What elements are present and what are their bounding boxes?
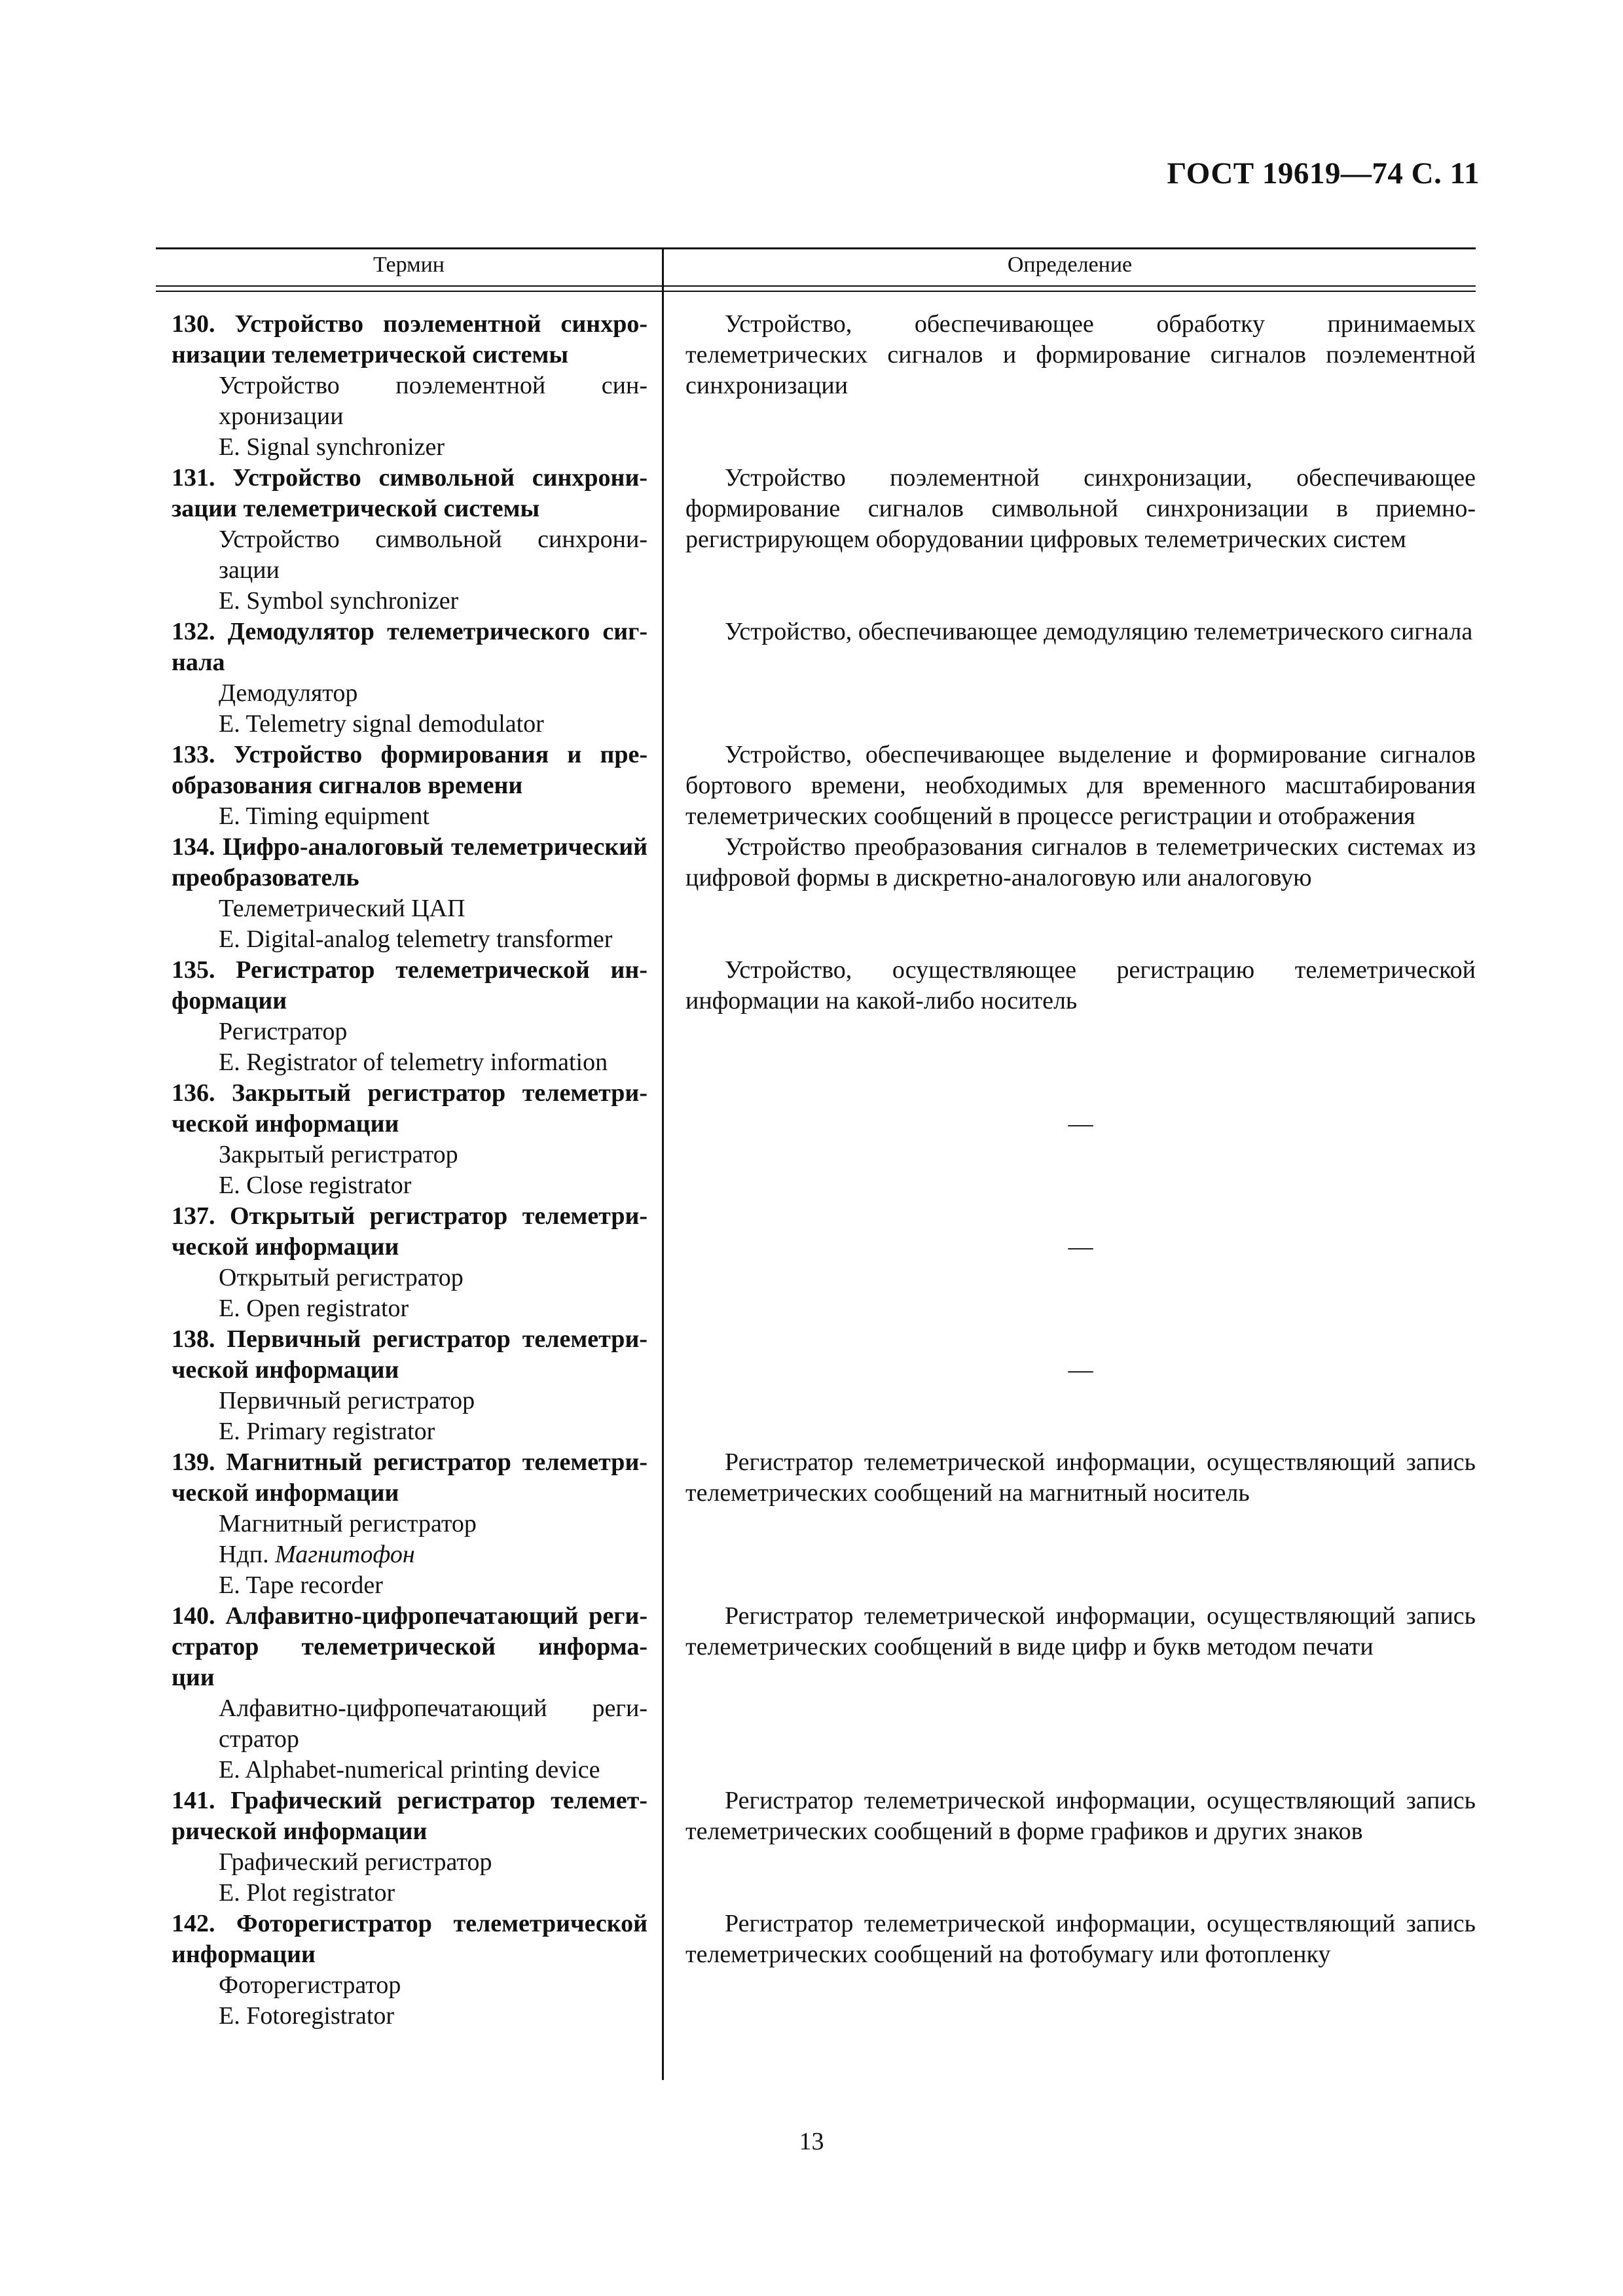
term-line: формации	[172, 987, 287, 1014]
table-row	[156, 740, 1476, 832]
column-header-definition: Определение	[1007, 253, 1133, 277]
term-cell	[156, 1909, 662, 2032]
table-top-rule	[156, 247, 1476, 249]
synonym-line: Фоторегистратор	[219, 1971, 401, 1999]
definition-text: —	[1068, 1233, 1093, 1261]
definition-text: Регистратор телеметрической информации, осуществляющий запись телеметрических сообщений на фотобумагу или фотопленку	[685, 1910, 1476, 1968]
table-row	[156, 955, 1476, 1078]
definition-cell	[662, 1324, 1476, 1447]
synonym-line: Алфавитно-цифропечатающий реги-	[219, 1695, 647, 1722]
term-line: зации телеметрической системы	[172, 495, 540, 522]
definition-cell	[662, 1601, 1476, 1785]
term-cell	[156, 309, 662, 463]
term-line: 141. Графический регистратор телемет-	[172, 1787, 647, 1814]
table-row	[156, 1324, 1476, 1447]
term-line: информации	[172, 1941, 316, 1968]
term-cell	[156, 617, 662, 740]
definition-text: Регистратор телеметрической информации, осуществляющий запись телеметрических сообщений на магнитный носитель	[685, 1448, 1476, 1507]
synonym-line: Телеметрический ЦАП	[219, 895, 465, 922]
table-row	[156, 463, 1476, 617]
term-line: ческой информации	[172, 1233, 399, 1261]
term-line: ческой информации	[172, 1356, 399, 1384]
table-row	[156, 1909, 1476, 2032]
synonym-line: Открытый регистратор	[219, 1264, 464, 1291]
term-cell	[156, 463, 662, 617]
deprecated-prefix: Ндп.	[219, 1541, 269, 1568]
synonym-line: Регистратор	[219, 1018, 348, 1045]
definition-cell	[662, 1447, 1476, 1601]
definition-cell	[662, 463, 1476, 617]
header-rule	[156, 285, 1476, 287]
header-rule-double	[156, 291, 1476, 292]
page-number: 13	[799, 2128, 824, 2155]
table-row	[156, 1078, 1476, 1201]
english-equivalent: E. Telemetry signal demodulator	[219, 710, 544, 738]
term-line: рической информации	[172, 1818, 428, 1845]
english-equivalent: E. Timing equipment	[219, 802, 429, 830]
synonym-line: Закрытый регистратор	[219, 1141, 458, 1168]
english-equivalent: E. Alphabet-numerical printing device	[219, 1756, 600, 1784]
synonym-line: Устройство поэлементной син-	[219, 372, 647, 399]
terms-table	[156, 247, 1476, 2080]
term-line: 135. Регистратор телеметрической ин-	[172, 956, 647, 984]
table-row	[156, 1447, 1476, 1601]
table-row	[156, 1601, 1476, 1785]
definition-cell	[662, 309, 1476, 463]
table-row	[156, 1201, 1476, 1324]
table-row	[156, 309, 1476, 463]
definition-text: —	[1068, 1356, 1093, 1384]
definition-cell	[662, 1201, 1476, 1324]
definition-text: —	[1068, 1110, 1093, 1138]
term-cell	[156, 1785, 662, 1909]
english-equivalent: E. Plot registrator	[219, 1879, 395, 1907]
term-line: преобразователь	[172, 864, 359, 891]
definition-cell	[662, 1078, 1476, 1201]
english-equivalent: E. Open registrator	[219, 1295, 409, 1322]
term-line: ческой информации	[172, 1479, 399, 1507]
term-cell	[156, 1078, 662, 1201]
term-line: 140. Алфавитно-цифропечатающий реги-	[172, 1602, 647, 1630]
definition-text: Устройство преобразования сигналов в телеметрических системах из цифровой формы в дискретно-аналоговую или аналоговую	[685, 833, 1476, 891]
english-equivalent: E. Registrator of telemetry information	[219, 1049, 608, 1076]
english-equivalent: E. Fotoregistrator	[219, 2002, 395, 2030]
definition-cell	[662, 1909, 1476, 2032]
table-row	[156, 832, 1476, 955]
english-equivalent: E. Symbol synchronizer	[219, 587, 459, 615]
term-line: 130. Устройство поэлементной синхро-	[172, 310, 647, 338]
entries-list	[156, 309, 1476, 2032]
term-line: ческой информации	[172, 1110, 399, 1138]
term-cell	[156, 740, 662, 832]
term-cell	[156, 955, 662, 1078]
synonym-line: стратор	[219, 1725, 299, 1753]
term-line: 131. Устройство символьной синхрони-	[172, 464, 647, 492]
column-header-term: Термин	[373, 253, 445, 277]
definition-cell	[662, 955, 1476, 1078]
definition-text: Устройство, обеспечивающее выделение и формирование сигналов бортового времени, необходимых для временного масштабирования телеметрических сообщений в процессе регистрации и отображения	[685, 741, 1476, 830]
term-line: 139. Магнитный регистратор телеметри-	[172, 1448, 647, 1476]
deprecated-term	[172, 1539, 647, 1570]
synonym-line: Магнитный регистратор	[219, 1510, 477, 1537]
term-line: ции	[172, 1664, 215, 1691]
definition-text: Устройство, обеспечивающее обработку принимаемых телеметрических сигналов и формирование сигналов поэлементной синхронизации	[685, 310, 1476, 399]
term-line: 142. Фоторегистратор телеметрической	[172, 1910, 647, 1937]
term-line: 134. Цифро-аналоговый телеметрический	[172, 833, 647, 861]
term-cell	[156, 1324, 662, 1447]
synonym-line: Первичный регистратор	[219, 1387, 475, 1414]
synonym-line: Графический регистратор	[219, 1848, 492, 1876]
page-header: ГОСТ 19619—74 С. 11	[1167, 156, 1480, 190]
definition-cell	[662, 832, 1476, 955]
term-line: 132. Демодулятор телеметрического сиг-	[172, 618, 647, 645]
table-row	[156, 617, 1476, 740]
definition-cell	[662, 1785, 1476, 1909]
definition-cell	[662, 740, 1476, 832]
synonym-line: хронизации	[219, 403, 344, 430]
definition-text: Регистратор телеметрической информации, осуществляющий запись телеметрических сообщений в форме графиков и других знаков	[685, 1787, 1476, 1845]
synonym-line: зации	[219, 556, 280, 584]
term-line: стратор телеметрической информа-	[172, 1633, 647, 1660]
term-line: 138. Первичный регистратор телеметри-	[172, 1325, 647, 1353]
definition-cell	[662, 617, 1476, 740]
term-cell	[156, 1447, 662, 1601]
table-row	[156, 1785, 1476, 1909]
term-line: 137. Открытый регистратор телеметри-	[172, 1202, 647, 1230]
term-line: нала	[172, 649, 225, 676]
english-equivalent: E. Close registrator	[219, 1172, 412, 1199]
term-line: 136. Закрытый регистратор телеметри-	[172, 1079, 647, 1107]
english-equivalent: E. Primary registrator	[219, 1418, 435, 1445]
term-line: низации телеметрической системы	[172, 341, 568, 368]
term-cell	[156, 1201, 662, 1324]
synonym-line: Демодулятор	[219, 679, 358, 707]
definition-text: Устройство, осуществляющее регистрацию телеметрической информации на какой-либо носитель	[685, 956, 1476, 1014]
term-line: образования сигналов времени	[172, 772, 523, 799]
synonym-line: Устройство символьной синхрони-	[219, 526, 647, 553]
english-equivalent: E. Digital-analog telemetry transformer	[219, 925, 613, 953]
term-cell	[156, 832, 662, 955]
term-line: 133. Устройство формирования и пре-	[172, 741, 647, 768]
deprecated-word: Магнитофон	[275, 1541, 415, 1568]
term-cell	[156, 1601, 662, 1785]
definition-text: Регистратор телеметрической информации, осуществляющий запись телеметрических сообщений в виде цифр и букв методом печати	[685, 1602, 1476, 1660]
english-equivalent: E. Signal synchronizer	[219, 433, 445, 461]
english-equivalent: E. Tape recorder	[219, 1571, 383, 1599]
definition-text: Устройство поэлементной синхронизации, обеспечивающее формирование сигналов символьной синхронизации в приемно-регистрирующем оборудовании цифровых телеметрических систем	[685, 464, 1476, 553]
definition-text: Устройство, обеспечивающее демодуляцию телеметрического сигнала	[725, 618, 1473, 645]
